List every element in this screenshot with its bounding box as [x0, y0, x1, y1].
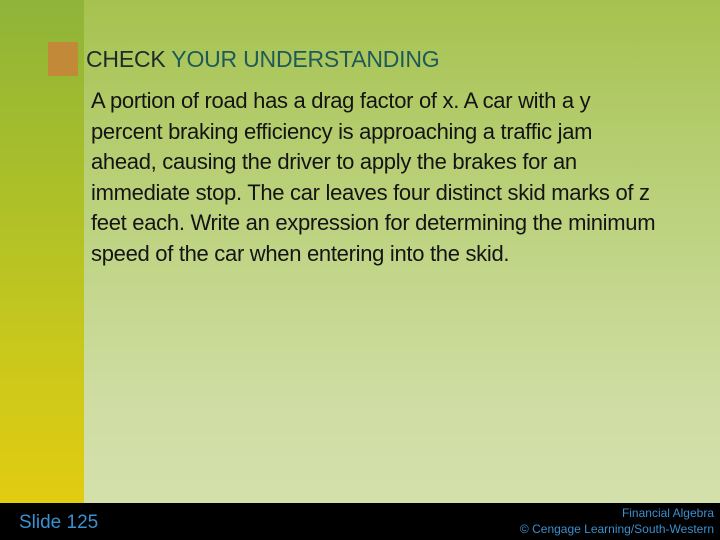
question-text: A portion of road has a drag factor of x. A car with a y percent braking efficiency is approaching a traffic jam ahead, causing the driver to apply the brakes for an immediate stop. The car leaves four distinct skid marks of z feet each. Write an expression for determining the minimum speed of the car when entering into the skid. [91, 88, 656, 266]
publisher-credit [520, 505, 714, 537]
credit-title: Financial Algebra [621, 506, 714, 520]
title-check: CHECK [86, 46, 172, 72]
title-accent-square [48, 42, 78, 76]
slide-title [86, 44, 439, 74]
credit-copyright: © Cengage Learning/South-Western [519, 522, 714, 536]
slide-number: Slide 125 [19, 512, 99, 533]
title-your-understanding: YOUR UNDERSTANDING [171, 46, 440, 72]
